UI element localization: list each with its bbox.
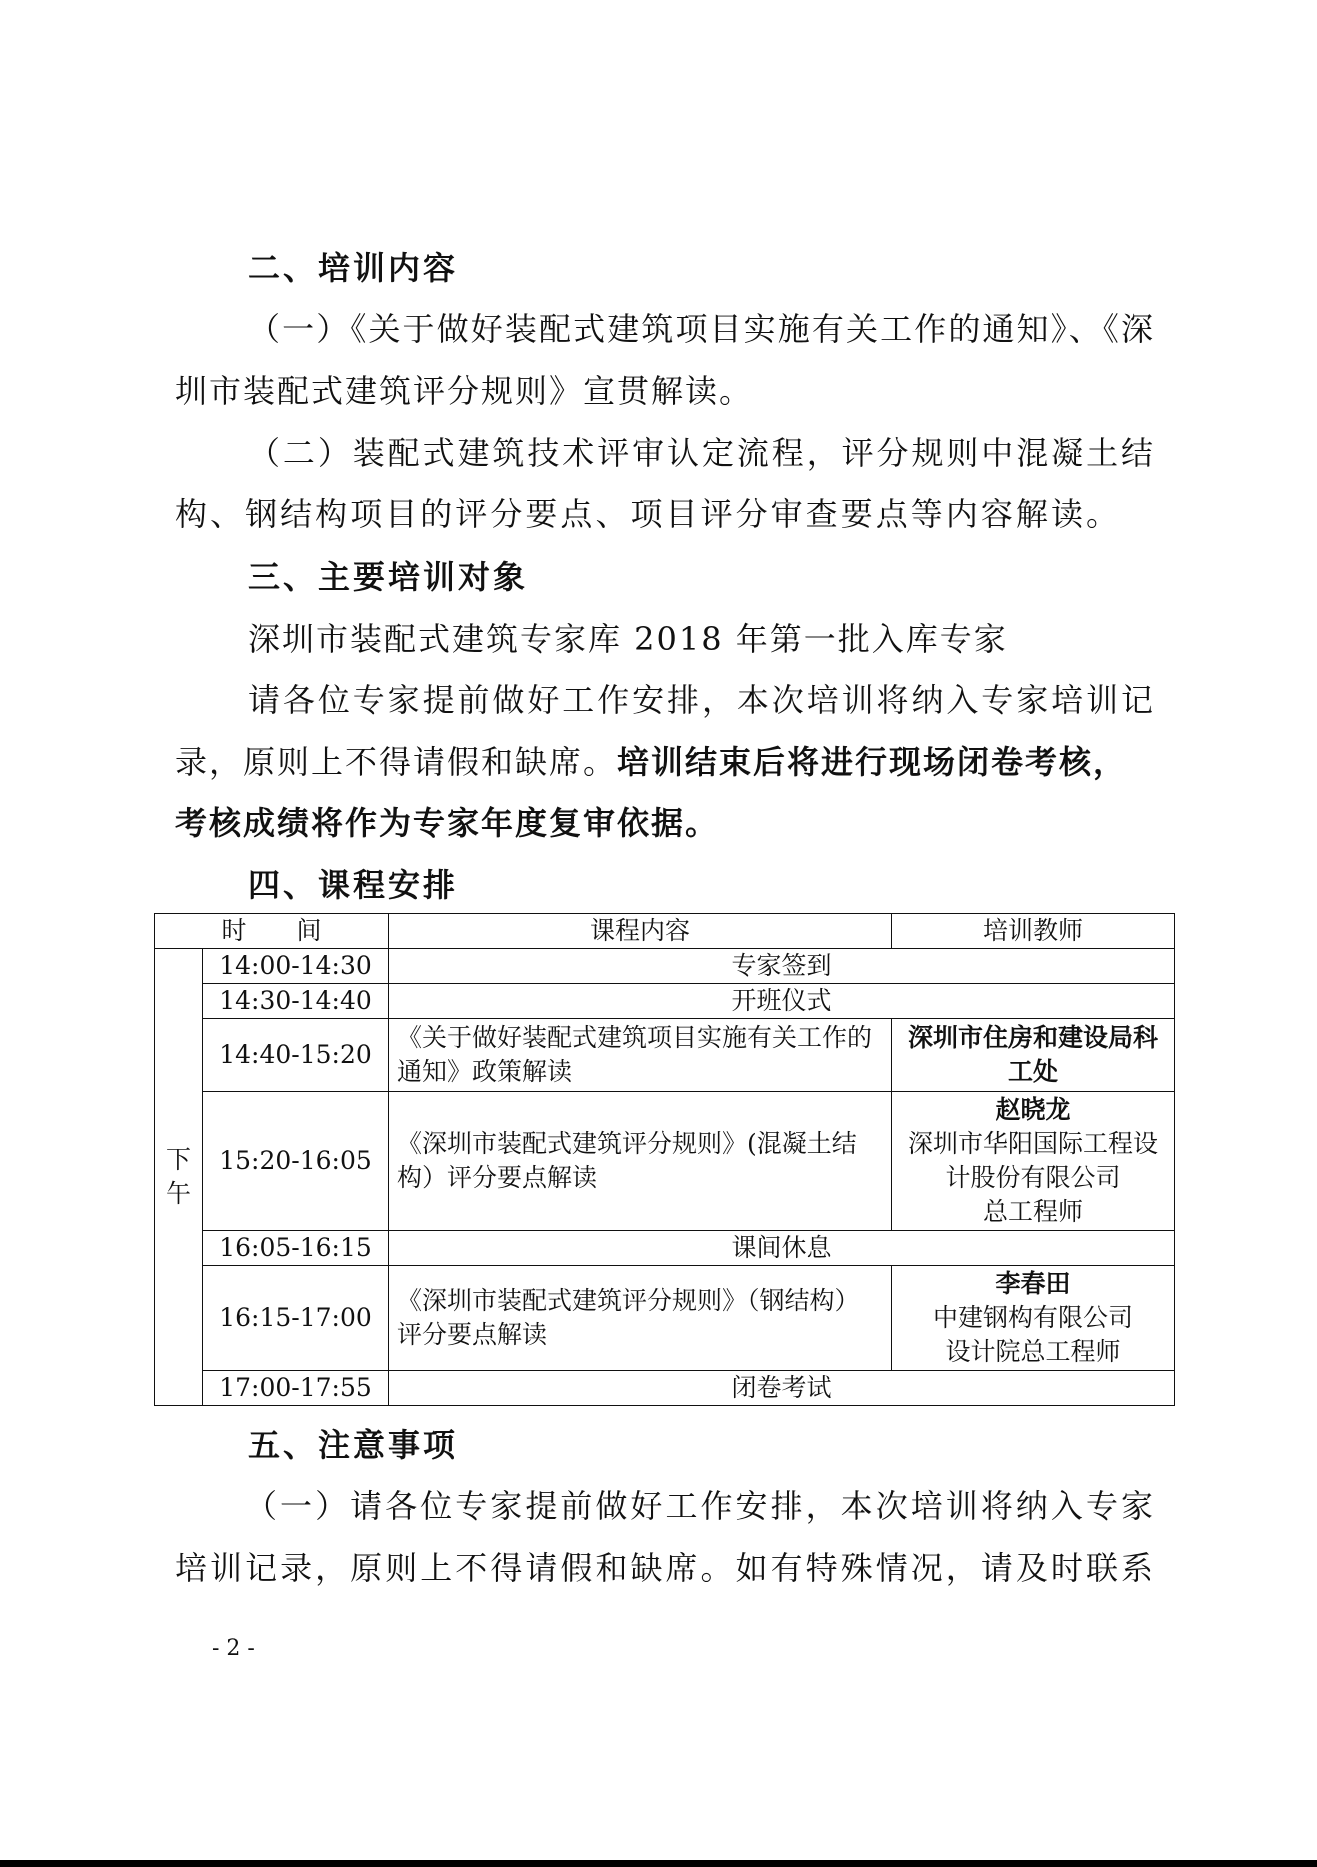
content-cell: 《深圳市装配式建筑评分规则》(混凝土结构）评分要点解读	[389, 1092, 892, 1231]
period-cell	[155, 949, 203, 1406]
table-row	[155, 1092, 1175, 1231]
section-2-para-1-line-2: 圳市装配式建筑评分规则》宣贯解读。	[175, 372, 754, 410]
section-2-para-2-line-1: （二）装配式建筑技术评审认定流程，评分规则中混凝土结	[248, 434, 1155, 472]
section-3-para-line-2-normal: 录，原则上不得请假和缺席。	[175, 743, 618, 781]
time-cell: 14:00-14:30	[203, 949, 389, 984]
teacher-org: 中建钢构有限公司	[933, 1303, 1134, 1332]
header-time: 时 间	[155, 914, 389, 949]
table-row	[155, 1231, 1175, 1266]
teacher-name: 赵晓龙	[995, 1095, 1071, 1124]
time-cell: 17:00-17:55	[203, 1371, 389, 1406]
content-cell: 课间休息	[389, 1231, 1175, 1266]
content-cell: 《深圳市装配式建筑评分规则》（钢结构）评分要点解读	[389, 1266, 892, 1371]
header-teacher: 培训教师	[892, 914, 1175, 949]
time-cell: 16:05-16:15	[203, 1231, 389, 1266]
content-cell: 《关于做好装配式建筑项目实施有关工作的通知》政策解读	[389, 1019, 892, 1092]
section-5-heading: 五、注意事项	[248, 1426, 459, 1464]
section-3-para-line-1: 请各位专家提前做好工作安排，本次培训将纳入专家培训记	[248, 681, 1155, 719]
header-content: 课程内容	[389, 914, 892, 949]
teacher-org: 深圳市华阳国际工程设计股份有限公司	[908, 1129, 1159, 1192]
teacher-cell: 深圳市住房和建设局科工处	[892, 1019, 1175, 1092]
section-5-para-line-2: 培训记录，原则上不得请假和缺席。如有特殊情况，请及时联系	[175, 1549, 1155, 1587]
table-header-row	[155, 914, 1175, 949]
time-cell: 15:20-16:05	[203, 1092, 389, 1231]
teacher-cell	[892, 1092, 1175, 1231]
table-row	[155, 984, 1175, 1019]
section-2-para-2-line-2: 构、钢结构项目的评分要点、项目评分审查要点等内容解读。	[175, 495, 1120, 533]
content-cell: 专家签到	[389, 949, 1175, 984]
table-row	[155, 949, 1175, 984]
table-row	[155, 1266, 1175, 1371]
training-target: 深圳市装配式建筑专家库 2018 年第一批入库专家	[248, 620, 1008, 658]
content-cell: 闭卷考试	[389, 1371, 1175, 1406]
page-bottom-border	[0, 1860, 1317, 1867]
content-cell: 开班仪式	[389, 984, 1175, 1019]
teacher-cell	[892, 1266, 1175, 1371]
section-2-para-1-line-1: （一）《关于做好装配式建筑项目实施有关工作的通知》、《深	[248, 310, 1155, 348]
time-cell: 16:15-17:00	[203, 1266, 389, 1371]
section-3-para-line-2-bold: 培训结束后将进行现场闭卷考核，	[617, 743, 1128, 781]
section-2-heading: 二、培训内容	[248, 249, 459, 287]
time-cell: 14:40-15:20	[203, 1019, 389, 1092]
section-3-para-line-3-bold: 考核成绩将作为专家年度复审依据。	[175, 804, 720, 842]
section-3-heading: 三、主要培训对象	[248, 558, 529, 596]
teacher-name: 李春田	[995, 1269, 1071, 1298]
page-number: - 2 -	[212, 1636, 255, 1661]
section-5-para-line-1: （一）请各位专家提前做好工作安排，本次培训将纳入专家	[245, 1487, 1155, 1525]
table-row	[155, 1371, 1175, 1406]
teacher-title: 总工程师	[983, 1197, 1084, 1226]
course-schedule-table	[154, 913, 1175, 1406]
section-3-para-line-2	[175, 739, 1155, 785]
teacher-title: 设计院总工程师	[945, 1337, 1121, 1366]
section-4-heading: 四、课程安排	[248, 866, 459, 904]
table-row	[155, 1019, 1175, 1092]
period-label: 下午	[166, 1145, 192, 1208]
time-cell: 14:30-14:40	[203, 984, 389, 1019]
